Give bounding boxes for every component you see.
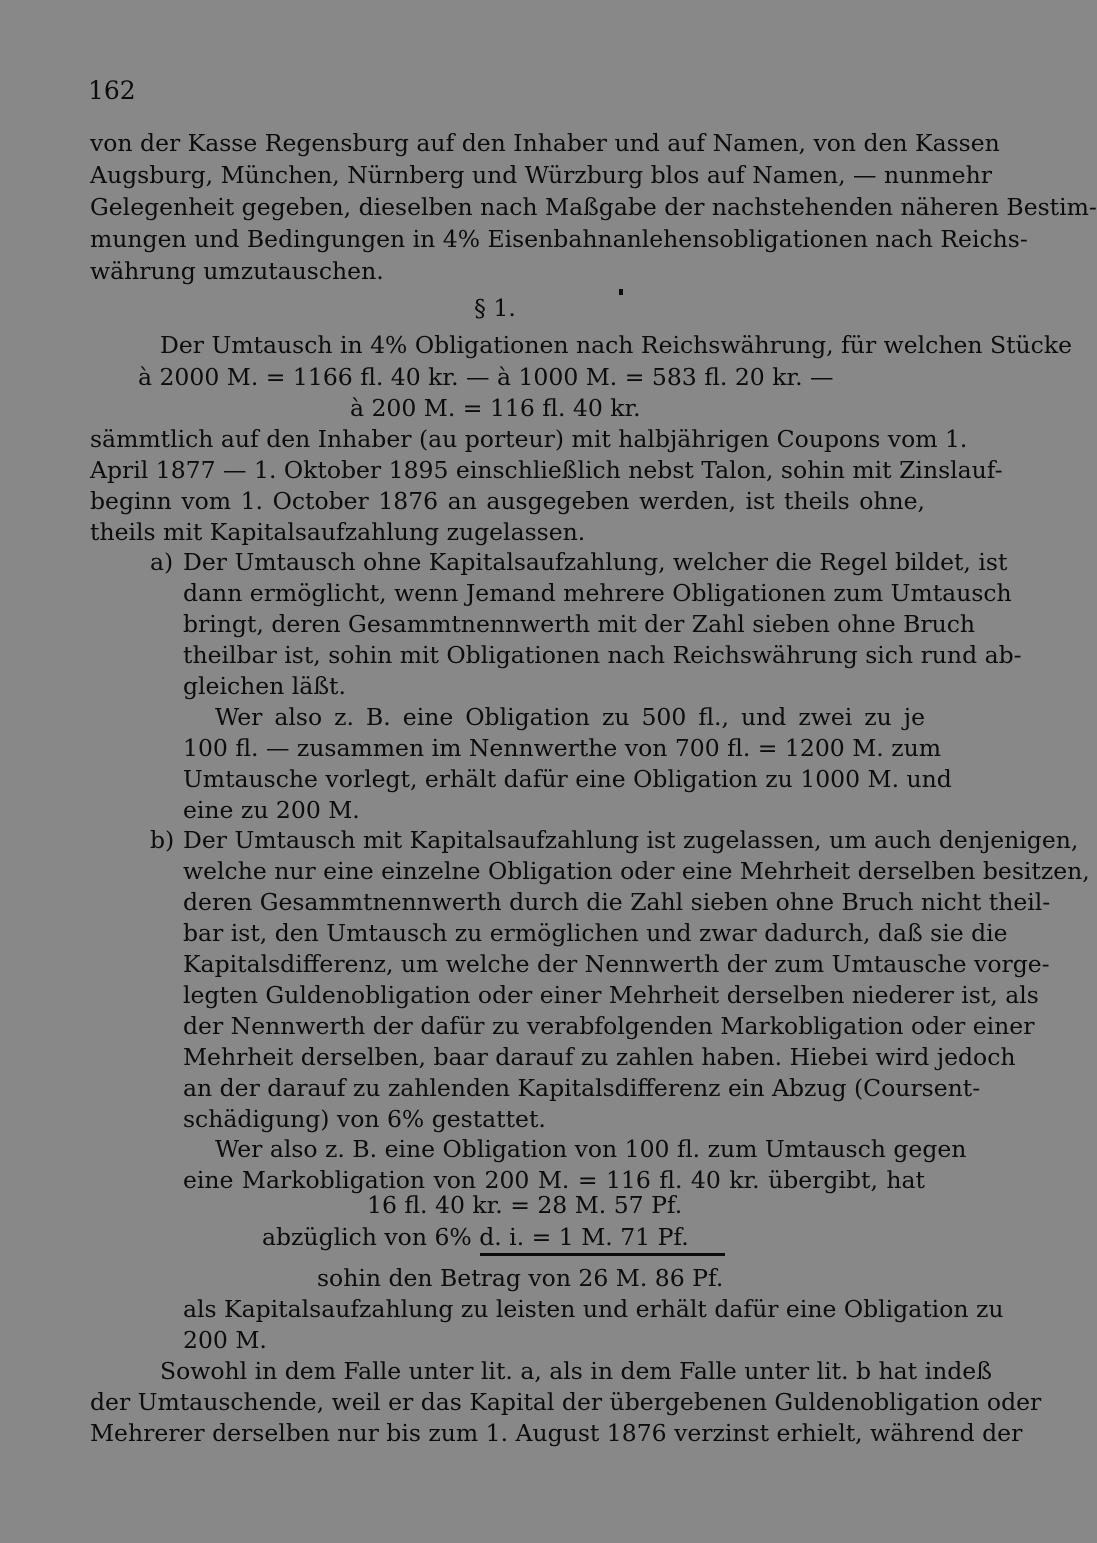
calculation-line: 16 fl. 40 kr. = 28 M. 57 Pf.: [367, 1191, 683, 1219]
text-line: Der Umtausch ohne Kapitalsaufzahlung, welcher die Regel bildet, ist: [183, 548, 1008, 576]
text-line: theilbar ist, sohin mit Obligationen nach Reichswährung sich rund ab-: [183, 641, 1022, 669]
text-line: dann ermöglicht, wenn Jemand mehrere Obligationen zum Umtausch: [183, 579, 1012, 607]
list-label-a: a): [150, 548, 174, 576]
section-heading: § 1.: [474, 294, 516, 322]
page-number: 162: [88, 76, 136, 105]
text-line: theils mit Kapitalsaufzahlung zugelassen.: [90, 518, 586, 546]
text-line: sämmtlich auf den Inhaber (au porteur) mit halbjährigen Coupons vom 1.: [90, 425, 968, 453]
text-line: 200 M.: [183, 1326, 267, 1354]
text-line: Wer also z. B. eine Obligation von 100 fl. zum Umtausch gegen: [215, 1135, 967, 1163]
text-line: mungen und Bedingungen in 4% Eisenbahnanlehensobligationen nach Reichs-: [90, 225, 1028, 253]
calculation-result: sohin den Betrag von 26 M. 86 Pf.: [317, 1264, 724, 1292]
text-line: à 200 M. = 116 fl. 40 kr.: [350, 394, 641, 422]
text-line: Mehrerer derselben nur bis zum 1. August 1876 verzinst erhielt, während der: [90, 1419, 1023, 1447]
text-line: Mehrheit derselben, baar darauf zu zahlen haben. Hiebei wird jedoch: [183, 1043, 1016, 1071]
text-line: à 2000 M. = 1166 fl. 40 kr. — à 1000 M. = 583 fl. 20 kr. —: [138, 363, 834, 391]
text-line: deren Gesammtnennwerth durch die Zahl sieben ohne Bruch nicht theil-: [183, 888, 1051, 916]
text-line: 100 fl. — zusammen im Nennwerthe von 700 fl. = 1200 M. zum: [183, 734, 942, 762]
text-line: Der Umtausch mit Kapitalsaufzahlung ist zugelassen, um auch denjenigen,: [183, 826, 1079, 854]
text-line: währung umzutauschen.: [90, 257, 384, 285]
text-line: Kapitalsdifferenz, um welche der Nennwerth der zum Umtausche vorge-: [183, 950, 1050, 978]
text-line: eine Markobligation von 200 M. = 116 fl. 40 kr. übergibt, hat: [183, 1166, 925, 1194]
sum-rule: [480, 1253, 725, 1256]
text-line: eine zu 200 M.: [183, 796, 360, 824]
text-line: schädigung) von 6% gestattet.: [183, 1105, 546, 1133]
text-line: als Kapitalsaufzahlung zu leisten und erhält dafür eine Obligation zu: [183, 1295, 1004, 1323]
text-line: welche nur eine einzelne Obligation oder eine Mehrheit derselben besitzen,: [183, 857, 1090, 885]
list-label-b: b): [150, 826, 175, 854]
text-line: Umtausche vorlegt, erhält dafür eine Obligation zu 1000 M. und: [183, 765, 952, 793]
text-line: Der Umtausch in 4% Obligationen nach Reichswährung, für welchen Stücke: [160, 331, 1072, 359]
text-line: legten Guldenobligation oder einer Mehrheit derselben niederer ist, als: [183, 981, 1039, 1009]
text-line: bringt, deren Gesammtnennwerth mit der Zahl sieben ohne Bruch: [183, 610, 976, 638]
text-line: von der Kasse Regensburg auf den Inhaber und auf Namen, von den Kassen: [90, 129, 1000, 157]
text-line: bar ist, den Umtausch zu ermöglichen und zwar dadurch, daß sie die: [183, 919, 1008, 947]
text-line: an der darauf zu zahlenden Kapitalsdifferenz ein Abzug (Coursent-: [183, 1074, 981, 1102]
text-line: beginn vom 1. October 1876 an ausgegeben werden, ist theils ohne,: [90, 487, 925, 515]
text-line: Sowohl in dem Falle unter lit. a, als in dem Falle unter lit. b hat indeß: [160, 1357, 992, 1385]
text-line: gleichen läßt.: [183, 672, 346, 700]
text-line: Augsburg, München, Nürnberg und Würzburg blos auf Namen, — nunmehr: [90, 161, 992, 189]
text-line: April 1877 — 1. Oktober 1895 einschließlich nebst Talon, sohin mit Zinslauf-: [90, 456, 1003, 484]
calculation-line: abzüglich von 6% d. i. = 1 M. 71 Pf.: [262, 1223, 689, 1251]
text-line: der Nennwerth der dafür zu verabfolgenden Markobligation oder einer: [183, 1012, 1035, 1040]
ink-speck: [619, 289, 623, 295]
text-line: der Umtauschende, weil er das Kapital der übergebenen Guldenobligation oder: [90, 1388, 1042, 1416]
text-line: Gelegenheit gegeben, dieselben nach Maßgabe der nachstehenden näheren Bestim-: [90, 193, 1097, 221]
text-line: Wer also z. B. eine Obligation zu 500 fl., und zwei zu je: [215, 703, 925, 731]
